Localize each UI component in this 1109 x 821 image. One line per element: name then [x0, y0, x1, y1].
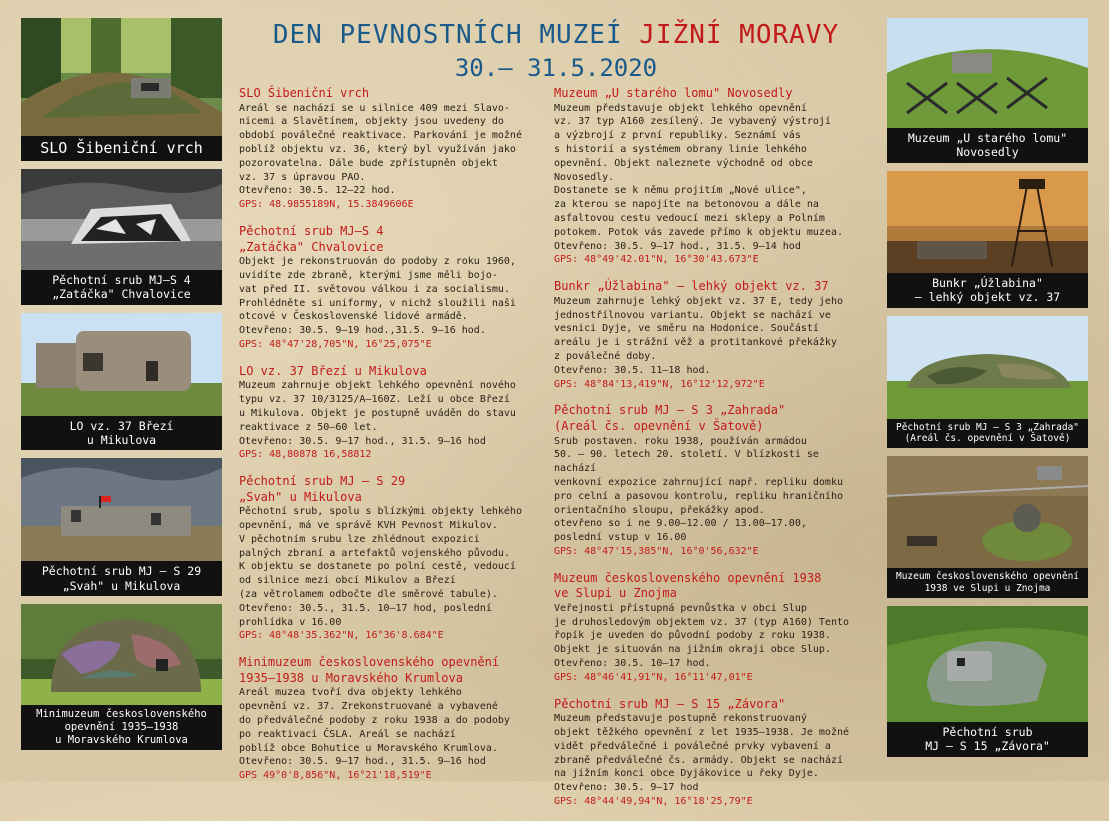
entry-gps: GPS: 48°48'35.362"N, 16°36'8.684"E — [239, 630, 444, 642]
photo-caption: LO vz. 37 Březí u Mikulova — [21, 416, 222, 451]
photo-card-svah — [21, 458, 222, 596]
entry-title: Minimuzeum československého opevnění 1935–1938 u Moravského Krumlova — [239, 655, 500, 685]
photo-card-sibenicni-vrch — [21, 18, 222, 161]
entry-title: Muzeum československého opevnění 1938 ve Slupi u Znojma — [554, 570, 822, 601]
title-blue: DEN PEVNOSTNÍCH MUZEÍ — [272, 20, 623, 50]
entry-body: Srub postaven. roku 1938, používán armádou 50. – 90. letech 20. století. V blízkosti se nachází venkovní expozice zahrnující např. repliku domku pro celní a pasovou kontrolu, repliku hraničního orientačního sloupu, překážky apod. otevřeno so i ne 9.00–12.00 / 13.00–17.00, poslední vstup v 16.00 — [554, 435, 843, 544]
entry-brezi — [239, 364, 539, 462]
photo-uzlabina — [887, 171, 1088, 273]
entry-zahrada — [554, 403, 854, 558]
event-date: 30.– 31.5.2020 — [454, 54, 658, 82]
entry-gps: GPS: 48,80878 16,58812 — [239, 449, 372, 461]
photo-caption: Pěchotní srub MJ – S 15 „Závora" — [887, 722, 1088, 757]
entry-body: Veřejnosti přístupná pevnůstka v obci Slup je druhosledovým objektem vz. 37 (typ A160) Tento řopík je uveden do původní podoby z roku 1938. Objekt je situován na jižním okraji obce Slup. Otevřeno: 30.5. 10–17 hod. — [554, 602, 850, 670]
entry-gps: GPS: 48°84'13,419"N, 16°12'12,972"E — [554, 378, 765, 390]
entry-body: Muzeum zahrnuje lehký objekt vz. 37 E, tedy jeho jednostřílnovou variantu. Objekt se nachází ve vesnici Dyje, ve směru na Hodonice. Součástí areálu je i strážní věž a protitankové překážky z poválečné doby. Otevřeno: 30.5. 11–18 hod. — [554, 295, 843, 376]
entry-gps: GPS: 48.9855189N, 15.3849606E — [239, 199, 414, 211]
entry-title: Muzeum „U starého lomu" Novosedly — [554, 86, 793, 100]
entry-body: Muzeum představuje postupně rekonstruovaný objekt těžkého opevnění z let 1935–1938. Je možné vidět předválečné i poválečné prvky vybavení a zbraně předválečné čs. armády. Objekt se nachází na jižním konci obce Dyjákovice u řeky Dyje. Otevřeno: 30.5. 9–17 hod — [554, 713, 850, 794]
entry-gps: GPS: 48°44'49,94"N, 16°18'25,79"E — [554, 796, 753, 808]
entry-uzlabina — [554, 279, 854, 391]
page-header — [226, 20, 886, 82]
photo-caption: Minimuzeum československého opevnění 1935–1938 u Moravského Krumlova — [21, 705, 222, 750]
photo-card-zavora — [887, 606, 1088, 757]
page-title — [226, 20, 886, 50]
left-photo-column — [21, 18, 222, 758]
photo-card-krumlov — [21, 604, 222, 750]
entry-title: LO vz. 37 Březí u Mikulova — [239, 363, 427, 378]
photo-card-brezi — [21, 313, 222, 451]
entry-zavora — [554, 697, 854, 809]
entry-body: Muzeum zahrnuje objekt lehkého opevnění nového typu vz. 37 10/3125/A–160Z. Leží u obce Březí u Mikulova. Objekt je postupně uváděn do stavu reaktivace z 50–60 let. Otevřeno: 30.5. 9–17 hod., 31.5. 9–16 hod — [239, 380, 516, 447]
title-red: JIŽNÍ MORAVY — [639, 20, 840, 50]
entry-krumlov — [239, 655, 539, 783]
photo-zahrada — [887, 316, 1088, 419]
photo-caption: SLO Šibeniční vrch — [21, 136, 222, 161]
photo-card-slup — [887, 456, 1088, 598]
entry-title: Pěchotní srub MJ – S 29 „Svah" u Mikulova — [239, 474, 406, 504]
text-column-right — [554, 86, 854, 821]
photo-caption: Pěchotní srub MJ – S 29 „Svah" u Mikulova — [21, 561, 222, 596]
entry-gps: GPS: 48°47'15,385"N, 16°0'56,632"E — [554, 545, 759, 557]
right-photo-column — [887, 18, 1088, 765]
entry-gps: GPS 49°0'8,856"N, 16°21'18,519"E — [239, 770, 432, 782]
photo-novosedly — [887, 18, 1088, 128]
photo-krumlov — [21, 604, 222, 705]
photo-caption: Pěchotní srub MJ–S 4 „Zatáčka" Chvalovice — [21, 270, 222, 305]
entry-novosedly — [554, 86, 854, 267]
photo-brezi — [21, 313, 222, 416]
photo-card-novosedly — [887, 18, 1088, 163]
entry-zatacka — [239, 224, 539, 352]
entry-title: Pěchotní srub MJ – S 15 „Závora" — [554, 696, 786, 711]
entry-title: Pěchotní srub MJ – S 3 „Zahrada" (Areál čs. opevnění v Šatově) — [554, 403, 786, 433]
entry-svah — [239, 474, 539, 643]
photo-zatacka — [21, 169, 222, 270]
photo-card-zahrada — [887, 316, 1088, 449]
entry-slup — [554, 571, 854, 685]
photo-zavora — [887, 606, 1088, 722]
entry-gps: GPS: 48°49'42.01"N, 16°30'43.673"E — [554, 254, 759, 266]
photo-svah — [21, 458, 222, 561]
photo-card-uzlabina — [887, 171, 1088, 308]
photo-caption: Bunkr „Úžlabina" – lehký objekt vz. 37 — [887, 273, 1088, 308]
photo-caption: Pěchotní srub MJ – S 3 „Zahrada" (Areál čs. opevnění v Šatově) — [887, 419, 1088, 449]
entry-sibenicni-vrch — [239, 86, 539, 212]
entry-gps: GPS: 48°46'41,91"N, 16°11'47,01"E — [554, 671, 753, 683]
photo-slup — [887, 456, 1088, 568]
entry-body: Pěchotní srub, spolu s blízkými objekty lehkého opevnění, má ve správě KVH Pevnost Mikulov. V pěchotním srubu lze zhlédnout expozici palných zbraní a artefaktů vojenského původu. K objektu se dostanete po polní cestě, vedoucí od silnice mezi obcí Mikulov a Březí (za větrolamem odbočte dle směrové tabule). Otevřeno: 30.5., 31.5. 10–17 hod, poslední prohlídka v 16.00 — [239, 506, 522, 628]
entry-title: Bunkr „Úžlabina" – lehký objekt vz. 37 — [554, 279, 829, 294]
entry-title: SLO Šibeniční vrch — [239, 86, 370, 100]
entry-body: Areál muzea tvoří dva objekty lehkého opevnění vz. 37. Zrekonstruované a vybavené do předválečné podoby z roku 1938 a do podoby po reaktivaci ČSLA. Areál se nachází poblíž obce Bohutice u Moravského Krumlova. Otevřeno: 30.5. 9–17 hod., 31.5. 9–16 hod — [239, 687, 510, 768]
text-column-left — [239, 86, 539, 795]
entry-body: Areál se nachází se u silnice 409 mezi Slavo- nicemi a Slavětínem, objekty jsou uvedeny do období poválečné reaktivace. Parkování je možné poblíž objektu vz. 36, který byl využíván jako pozorovatelna. Dále bude zpřístupněn objekt vz. 37 s úpravou PAO. Otevřeno: 30.5. 12–22 hod. — [239, 102, 522, 197]
entry-title: Pěchotní srub MJ–S 4 „Zatáčka" Chvalovice — [239, 223, 384, 254]
photo-sibenicni-vrch — [21, 18, 222, 136]
photo-card-zatacka — [21, 169, 222, 305]
entry-body: Muzeum představuje objekt lehkého opevnění vz. 37 typ A160 zesílený. Je vybavený výstrojí a výzbrojí z první republiky. Seznámí vás s historií a systémem obrany linie lehkého opevnění. Objekt naleznete východně od obce Novosedly. Dostanete se k němu projitím „Nové ulice", za kterou se napojíte na betonovou a dále na asfaltovou cestu vedoucí mezi sklepy a Polním potokem. Potok vás zavede přímo k objektu muzea. Otevřeno: 30.5. 9–17 hod., 31.5. 9–14 hod — [554, 102, 843, 252]
photo-caption: Muzeum „U starého lomu" Novosedly — [887, 128, 1088, 163]
entry-body: Objekt je rekonstruován do podoby z roku 1960, uvidíte zde zbraně, kterými jsme měli bojo- vat před II. světovou válkou i za socialismu. Prohlédněte si uniformy, v nichž sloužili naši otcové v Československé lidové armádě. Otevřeno: 30.5. 9–19 hod.,31.5. 9–16 hod. — [239, 256, 516, 337]
photo-caption: Muzeum československého opevnění 1938 ve Slupi u Znojma — [887, 568, 1088, 598]
entry-gps: GPS: 48°47'28,705"N, 16°25,075"E — [239, 338, 432, 350]
